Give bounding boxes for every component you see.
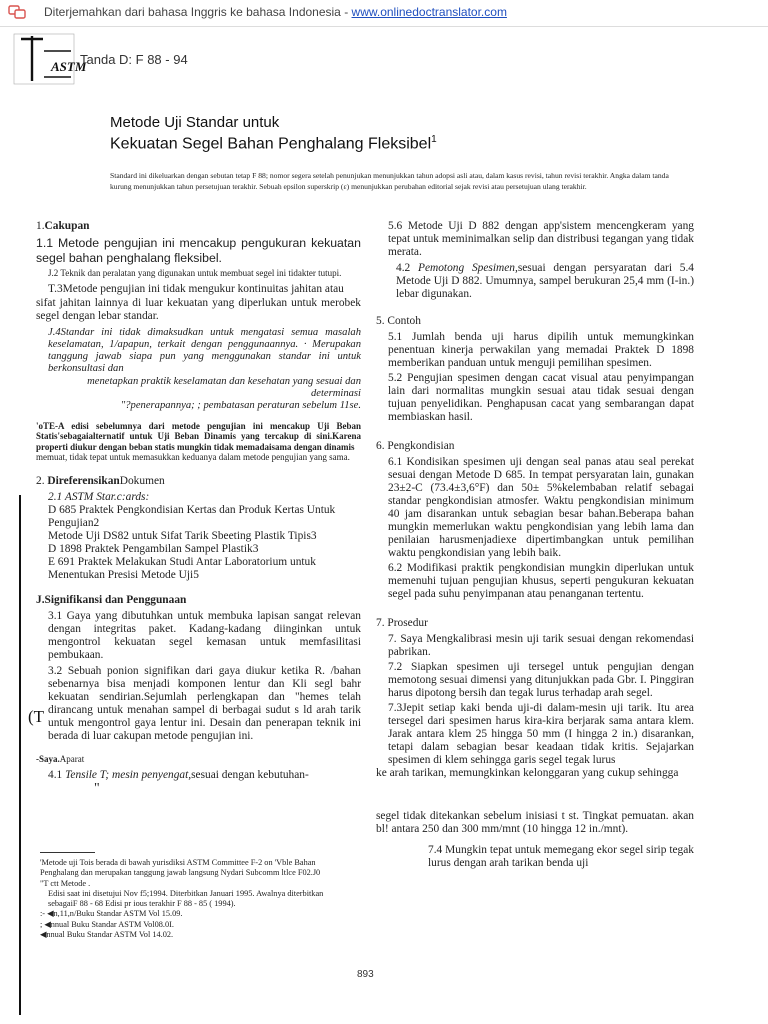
paragraph-1-1: 1.1 Metode pengujian ini mencakup pengukuran kekuatan segel bahan penghalang fleksibel. xyxy=(36,236,361,265)
standard-designation: Tanda D: F 88 - 94 xyxy=(80,52,188,67)
paragraph-7-3-end: segel tidak ditekankan sebelum inisiasi t st. Tingkat pemuatan. akan bl! antara 250 dan 300 mm/mnt (10 hingga 12 in./mnt). xyxy=(376,810,694,835)
page-number: 893 xyxy=(357,969,374,980)
paragraph-1-4b: menetapkan praktik keselamatan dan kesehatan yang sesuai dan determinasi xyxy=(87,375,361,399)
translate-icon xyxy=(8,5,26,19)
paragraph-1-4: J.4Standar ini tidak dimaksudkan untuk mengatasi semua masalah keselamatan, 1/apapun, terkait dengan penggunaannya. · Merupakan tanggung jawab siapa pun yang menggunakan standar ini untuk berkonsultasi dan xyxy=(48,326,361,375)
footnote-5: ◀nnual Buku Standar ASTM Vol 14.02. xyxy=(40,930,174,940)
paragraph-5-2: 5.2 Pengujian spesimen dengan cacat visual atau penyimpangan lain dari normalitas mungkin sesuai atau tidak sesuai dengan tujuan penyelidikan. Penghapusan cacat yang sembarangan dapat membiaskan hasil. xyxy=(388,372,694,423)
footnote-2: Edisi saat ini disetujui Nov f5;1994. Diterbitkan Januari 1995. Awalnya diterbitkan sebagaiF 88 - 68 Edisi pr ious terakhir F 88 - 85 ( 1994). xyxy=(48,888,324,909)
paragraph-6-2: 6.2 Modifikasi praktik pengkondisian mungkin diperlukan untuk memenuhi tujuan pengujian khusus, seperti pengukuran kekuatan segel pada suhu penyimpanan atau penanganan tertentu. xyxy=(388,562,694,600)
paragraph-1-2: J.2 Teknik dan peralatan yang digunakan untuk membuat segel ini tidakter tutupi. xyxy=(48,268,342,278)
paragraph-7-4: 7.4 Mungkin tepat untuk memegang ekor segel sirip tegak lurus dengan arah tarikan benda uji xyxy=(428,844,694,869)
banner-text: Diterjemahkan dari bahasa Inggris ke bahasa Indonesia - www.onlinedoctranslator.com xyxy=(44,5,507,19)
svg-text:ASTM: ASTM xyxy=(51,59,87,74)
paragraph-7-3-continued: ke arah tarikan, memungkinkan kelonggaran yang cukup sehingga xyxy=(376,767,679,779)
paragraph-5-6: 5.6 Metode Uji D 882 dengan app'sistem mencengkeram yang tepat untuk meminimalkan selip dan distribusi tegangan yang tidak merata. xyxy=(388,220,694,258)
note-a: 'oTE-A edisi sebelumnya dari metode pengujian ini mencakup Uji Beban Statis'sebagaialternatif untuk Uji Beban Dinamis yang tercakup di sini.Karena properti diukur dengan beban statis mungkin tidak memadaisama dengan dinamis xyxy=(36,420,361,452)
paragraph-3-2: 3.2 Sebuah ponion signifikan dari gaya diukur ketika R. /bahan sebenarnya bisa menjadi komponen lentur dan Kli segl bahr kekuatan sendirian.Sejumlah perlengkapan dan "hemes telah dirancang untuk menahan sampel di berbagai sudut s ld arah tarik untuk mengontrol gaya lentur ini. Desain dan penerapan teknik ini berada di luar cakupan metode pengujian ini. xyxy=(48,664,361,742)
paragraph-7-3: 7.3Jepit setiap kaki benda uji-di dalam-mesin uji tarik. Itu area tersegel dari spesimen harus kira-kira berjarak sama antara klem. Jarak antara klem 25 hingga 50 mm (I hingga 2 in.) disarankan, tetapi dalam sebagian besar keadaan tidak kritis. Sejajarkan spesimen di klem sehingga garis segel tegak lurus xyxy=(388,702,694,766)
reference-item: E 691 Praktek Melakukan Studi Antar Laboratorium untuk Menentukan Presisi Metode Uji5 xyxy=(48,555,316,581)
section-heading-references: Direferensikan xyxy=(47,474,120,487)
paragraph-3-1: 3.1 Gaya yang dibutuhkan untuk membuka lapisan sangat relevan dengan integritas paket. Kadang-kadang diinginkan untuk mengontrol kekuatan segel kemasan untuk memfasilitasi pembukaan. xyxy=(48,609,361,661)
paragraph-2-1: 2.1 ASTM Star.c:ards: xyxy=(48,490,150,503)
translator-link[interactable]: www.onlinedoctranslator.com xyxy=(351,5,507,19)
paragraph-4-2: 4.2 Pemotong Spesimen,sesuai dengan persyaratan dari 5.4 Metode Uji D 882. Umumnya, sampel berukuran 25,4 mm (I-in.) lebar digunakan. xyxy=(396,262,694,300)
section-heading-significance: J.Signifikansi dan Penggunaan xyxy=(36,593,187,606)
left-column: 1.Cakupan 1.1 Metode pengujian ini mencakup pengukuran kekuatan segel bahan penghalang fleksibel. J.2 Teknik dan peralatan yang digunakan untuk membuat segel ini tidakter tutupi. T.3Metode pengujian ini tidak mengukur kontinuitas jahitan atau sifat jahitan lainnya di luar kekuatan yang diperlukan untuk merobek segel dengan lebar standar. J.4Standar ini tidak dimaksudkan untuk mengatasi semua masalah keselamatan, 1/apapun, terkait dengan penggunaannya. · Merupakan tanggung jawab siapa pun yang menggunakan standar ini untuk berkonsultasi dan menetapkan praktik keselamatan dan kesehatan yang sesuai dan determinasi "?penerapannya; ; pembatasan peraturan sebelum 11se. 'oTE-A edisi sebelumnya dari metode pengujian ini mencakup Uji Beban Statis'sebagaialternatif untuk Uji Beban Dinamis yang tercakup di sini.Karena properti diukur dengan beban statis mungkin tidak memadaisama dengan dinamis memuat, tidak tepat untuk memasukkan keduanya dalam metode pengujian yang sama. 2. DireferensikanDokumen 2.1 ASTM Star.c:ards: D 685 Praktek Pengkondisian Kertas dan Produk Kertas Untuk Pengujian2 Metode Uji DS82 untuk Sifat Tarik Sbeeting Plastik Tipis3 D 1898 Praktek Pengambilan Sampel Plastik3 E 691 Praktek Melakukan Studi Antar Laboratorium untuk Menentukan Presisi Metode Uji5 J.Signifikansi dan Penggunaan 3.1 Gaya yang dibutuhkan untuk membuka lapisan sangat relevan dengan integritas paket. Kadang-kadang diinginkan untuk mengontrol kekuatan segel kemasan untuk memfasilitasi pembukaan. 3.2 Sebuah ponion signifikan dari gaya diukur ketika R. /bahan sebenarnya bisa menjadi komponen lentur dan Kli segl bahr kekuatan sendirian.Sejumlah perlengkapan dan "hemes telah dirancang untuk menahan sampel di berbagai sudut s ld arah tarik untuk mengontrol gaya lentur ini. Desain dan penerapan teknik ini berada di luar cakupan metode pengujian ini. -Saya.Aparat 4.1 Tensile T; mesin penyengat,sesuai dengan kebutuhan- " xyxy=(36,220,361,796)
footnote-4: ; ◀nnual Buku Standar ASTM Vol08.0I. xyxy=(40,919,174,929)
note-a-continued: memuat, tidak tepat untuk memasukkan keduanya dalam metode pengujian yang sama. xyxy=(36,452,350,463)
doc-title-line1: Metode Uji Standar untuk xyxy=(110,114,280,131)
paragraph-1-3a: T.3Metode pengujian ini tidak mengukur kontinuitas jahitan atau xyxy=(48,282,344,295)
paragraph-6-1: 6.1 Kondisikan spesimen uji dengan seal panas atau seal perekat sesuai dengan Metode D 685. In tempat persyaratan lain, gunakan 23±2-C (73.4±3,6°F) dan 50± 5%kelembaban relatif sebagai standar pengkondisian atmosfer. Waktu pengkondisian minimum 40 jam disarankan untuk sebagian besar bahan.Beberapa bahan mungkin memerlukan waktu pengkondisian yang lebih lama dan penilaian harusmenjadiexe dipertimbangkan untuk pemilihan waktu pengkondisian yang lebih baik. xyxy=(388,456,694,559)
section-heading-conditioning: 6. Pengkondisian xyxy=(376,440,455,452)
reference-item: D 685 Praktek Pengkondisian Kertas dan Produk Kertas Untuk Pengujian2 xyxy=(48,503,336,529)
paragraph-4-1-mark: " xyxy=(94,780,100,796)
paragraph-7-1: 7. Saya Mengkalibrasi mesin uji tarik sesuai dengan rekomendasi pabrikan. xyxy=(388,633,694,658)
footnote-3: :- ◀n,11,n/Buku Standar ASTM Vol 15.09. xyxy=(40,909,183,919)
paragraph-1-4c: "?penerapannya; ; pembatasan peraturan sebelum 11se. xyxy=(120,400,361,412)
paragraph-4-1: 4.1 Tensile T; mesin penyengat,sesuai dengan kebutuhan- xyxy=(48,768,309,781)
astm-logo xyxy=(13,33,87,85)
paragraph-1-3b: sifat jahitan lainnya di luar kekuatan yang diperlukan untuk merobek segel dengan lebar standar. xyxy=(36,296,361,322)
section-heading-apparatus: -Saya. xyxy=(36,753,60,764)
revision-bar xyxy=(19,495,21,1015)
doc-title-line2: Kekuatan Segel Bahan Penghalang Fleksibel$^1$ xyxy=(110,134,437,153)
section-heading-sample: 5. Contoh xyxy=(376,315,421,327)
right-column xyxy=(376,220,694,870)
reference-item: Metode Uji DS82 untuk Sifat Tarik Sbeeting Plastik Tipis3 xyxy=(48,529,317,542)
footnotes xyxy=(40,858,340,940)
section-heading-scope: Cakupan xyxy=(44,220,90,232)
title-footnote-mark: 1 xyxy=(431,134,437,145)
paragraph-7-2: 7.2 Siapkan spesimen uji tersegel untuk pengujian dengan memotong sesuai dimensi yang ditunjukkan pada Gbr. I. Pinggiran harus dipotong bersih dan tegak lurus terhadap arah segel. xyxy=(388,661,694,699)
paragraph-5-1: 5.1 Jumlah benda uji harus dipilih untuk memungkinkan penentuan kinerja perwakilan yang memadai Praktek D 1898 memberikan panduan untuk menguji pemilihan spesimen. xyxy=(388,331,694,369)
footnote-rule xyxy=(40,852,95,853)
translation-banner xyxy=(0,0,768,27)
standard-note: Standard ini dikeluarkan dengan sebutan tetap F 88; nomor segera setelah penunjukan menunjukkan tahun adopsi asli atau, dalam kasus revisi, tahun revisi terakhir. Angka dalam tanda kurung menunjukkan tahun persetujuan terakhir. Sebuah epsilon superskrip (ɛ) menunjukkan perubahan editorial sejak revisi atau persetujuan ulang terakhir. xyxy=(110,171,669,191)
margin-bracket: (T xyxy=(28,707,45,726)
footnote-1: 'Metode uji Tois berada di bawah yurisdiksi ASTM Committee F-2 on 'Vble Bahan Penghalang dan merupakan tanggung jawab langsung Nydari Subcomm ltlce F02.J0 xyxy=(40,858,321,878)
footnote-1b: "T ctt Metode . xyxy=(40,878,91,888)
section-heading-procedure: 7. Prosedur xyxy=(376,617,428,629)
reference-item: D 1898 Praktek Pengambilan Sampel Plastik3 xyxy=(48,542,259,555)
